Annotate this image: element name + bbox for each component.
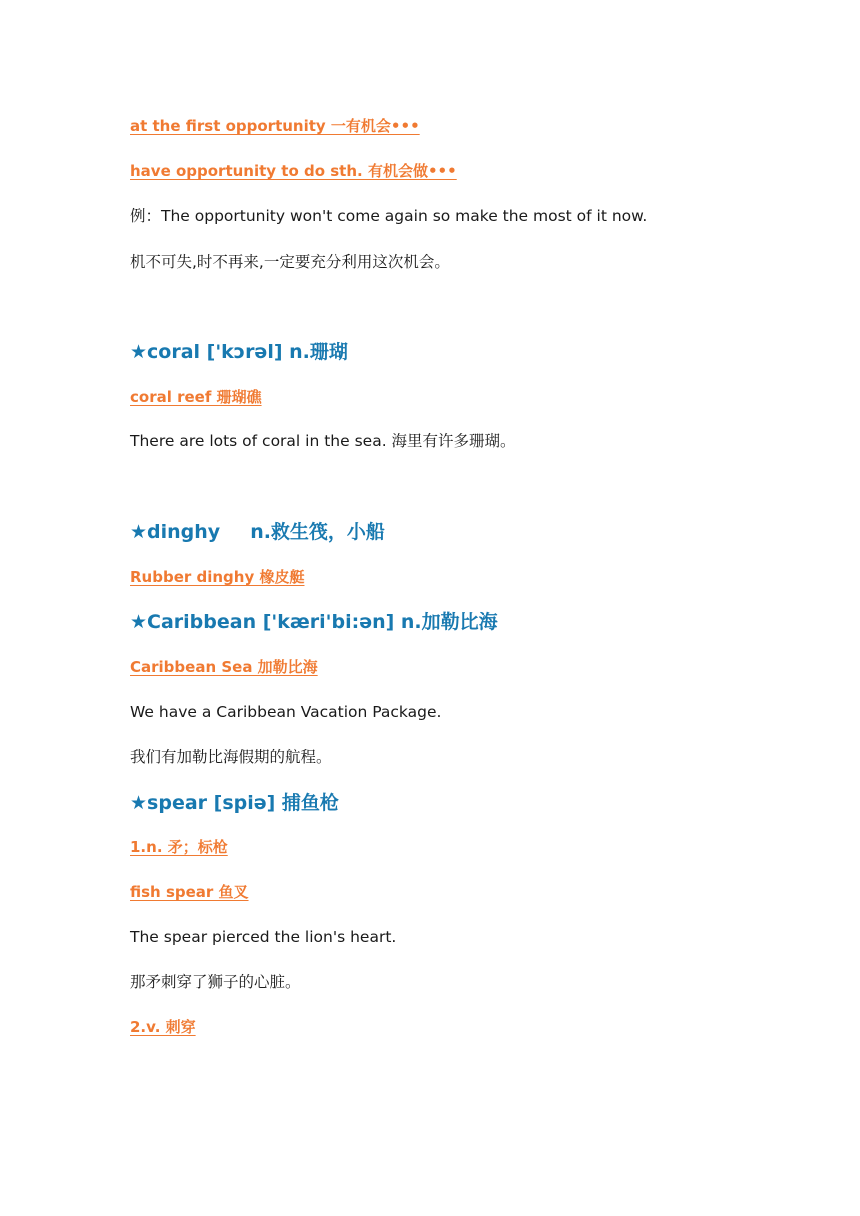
headword-dinghy-row [130, 523, 385, 542]
headword-spear: ★spear [spiə] 捕鱼枪 [130, 792, 339, 814]
example-sentence-caribbean-en: We have a Caribbean Vacation Package. [130, 703, 442, 721]
phrase-fish-spear: fish spear 鱼叉 [130, 883, 249, 901]
example-sentence-spear-zh: 那矛刺穿了狮子的心脏。 [130, 973, 301, 991]
phrase-at-first-opportunity: at the first opportunity 一有机会••• [130, 117, 420, 135]
phrase-coral-reef: coral reef 珊瑚礁 [130, 388, 262, 406]
example-sentence-caribbean-zh: 我们有加勒比海假期的航程。 [130, 748, 332, 766]
definition-dinghy: n.救生筏，小船 [250, 521, 385, 543]
phrase-rubber-dinghy: Rubber dinghy 橡皮艇 [130, 568, 305, 586]
example-sentence-en: 例：The opportunity won't come again so make the most of it now. [130, 207, 648, 225]
headword-dinghy: ★dinghy [130, 521, 221, 543]
headword-caribbean: ★Caribbean ['kæri'bi:ən] n.加勒比海 [130, 611, 498, 633]
phrase-caribbean-sea: Caribbean Sea 加勒比海 [130, 658, 318, 676]
headword-coral: ★coral ['kɔrəl] n.珊瑚 [130, 341, 348, 363]
sense-spear-verb: 2.v. 刺穿 [130, 1018, 196, 1036]
sense-spear-noun: 1.n. 矛；标枪 [130, 838, 228, 856]
example-sentence-coral: There are lots of coral in the sea. 海里有许多珊瑚。 [130, 432, 516, 450]
example-sentence-spear-en: The spear pierced the lion's heart. [130, 928, 397, 946]
phrase-have-opportunity: have opportunity to do sth. 有机会做••• [130, 162, 457, 180]
example-sentence-zh: 机不可失,时不再来,一定要充分利用这次机会。 [130, 253, 450, 271]
